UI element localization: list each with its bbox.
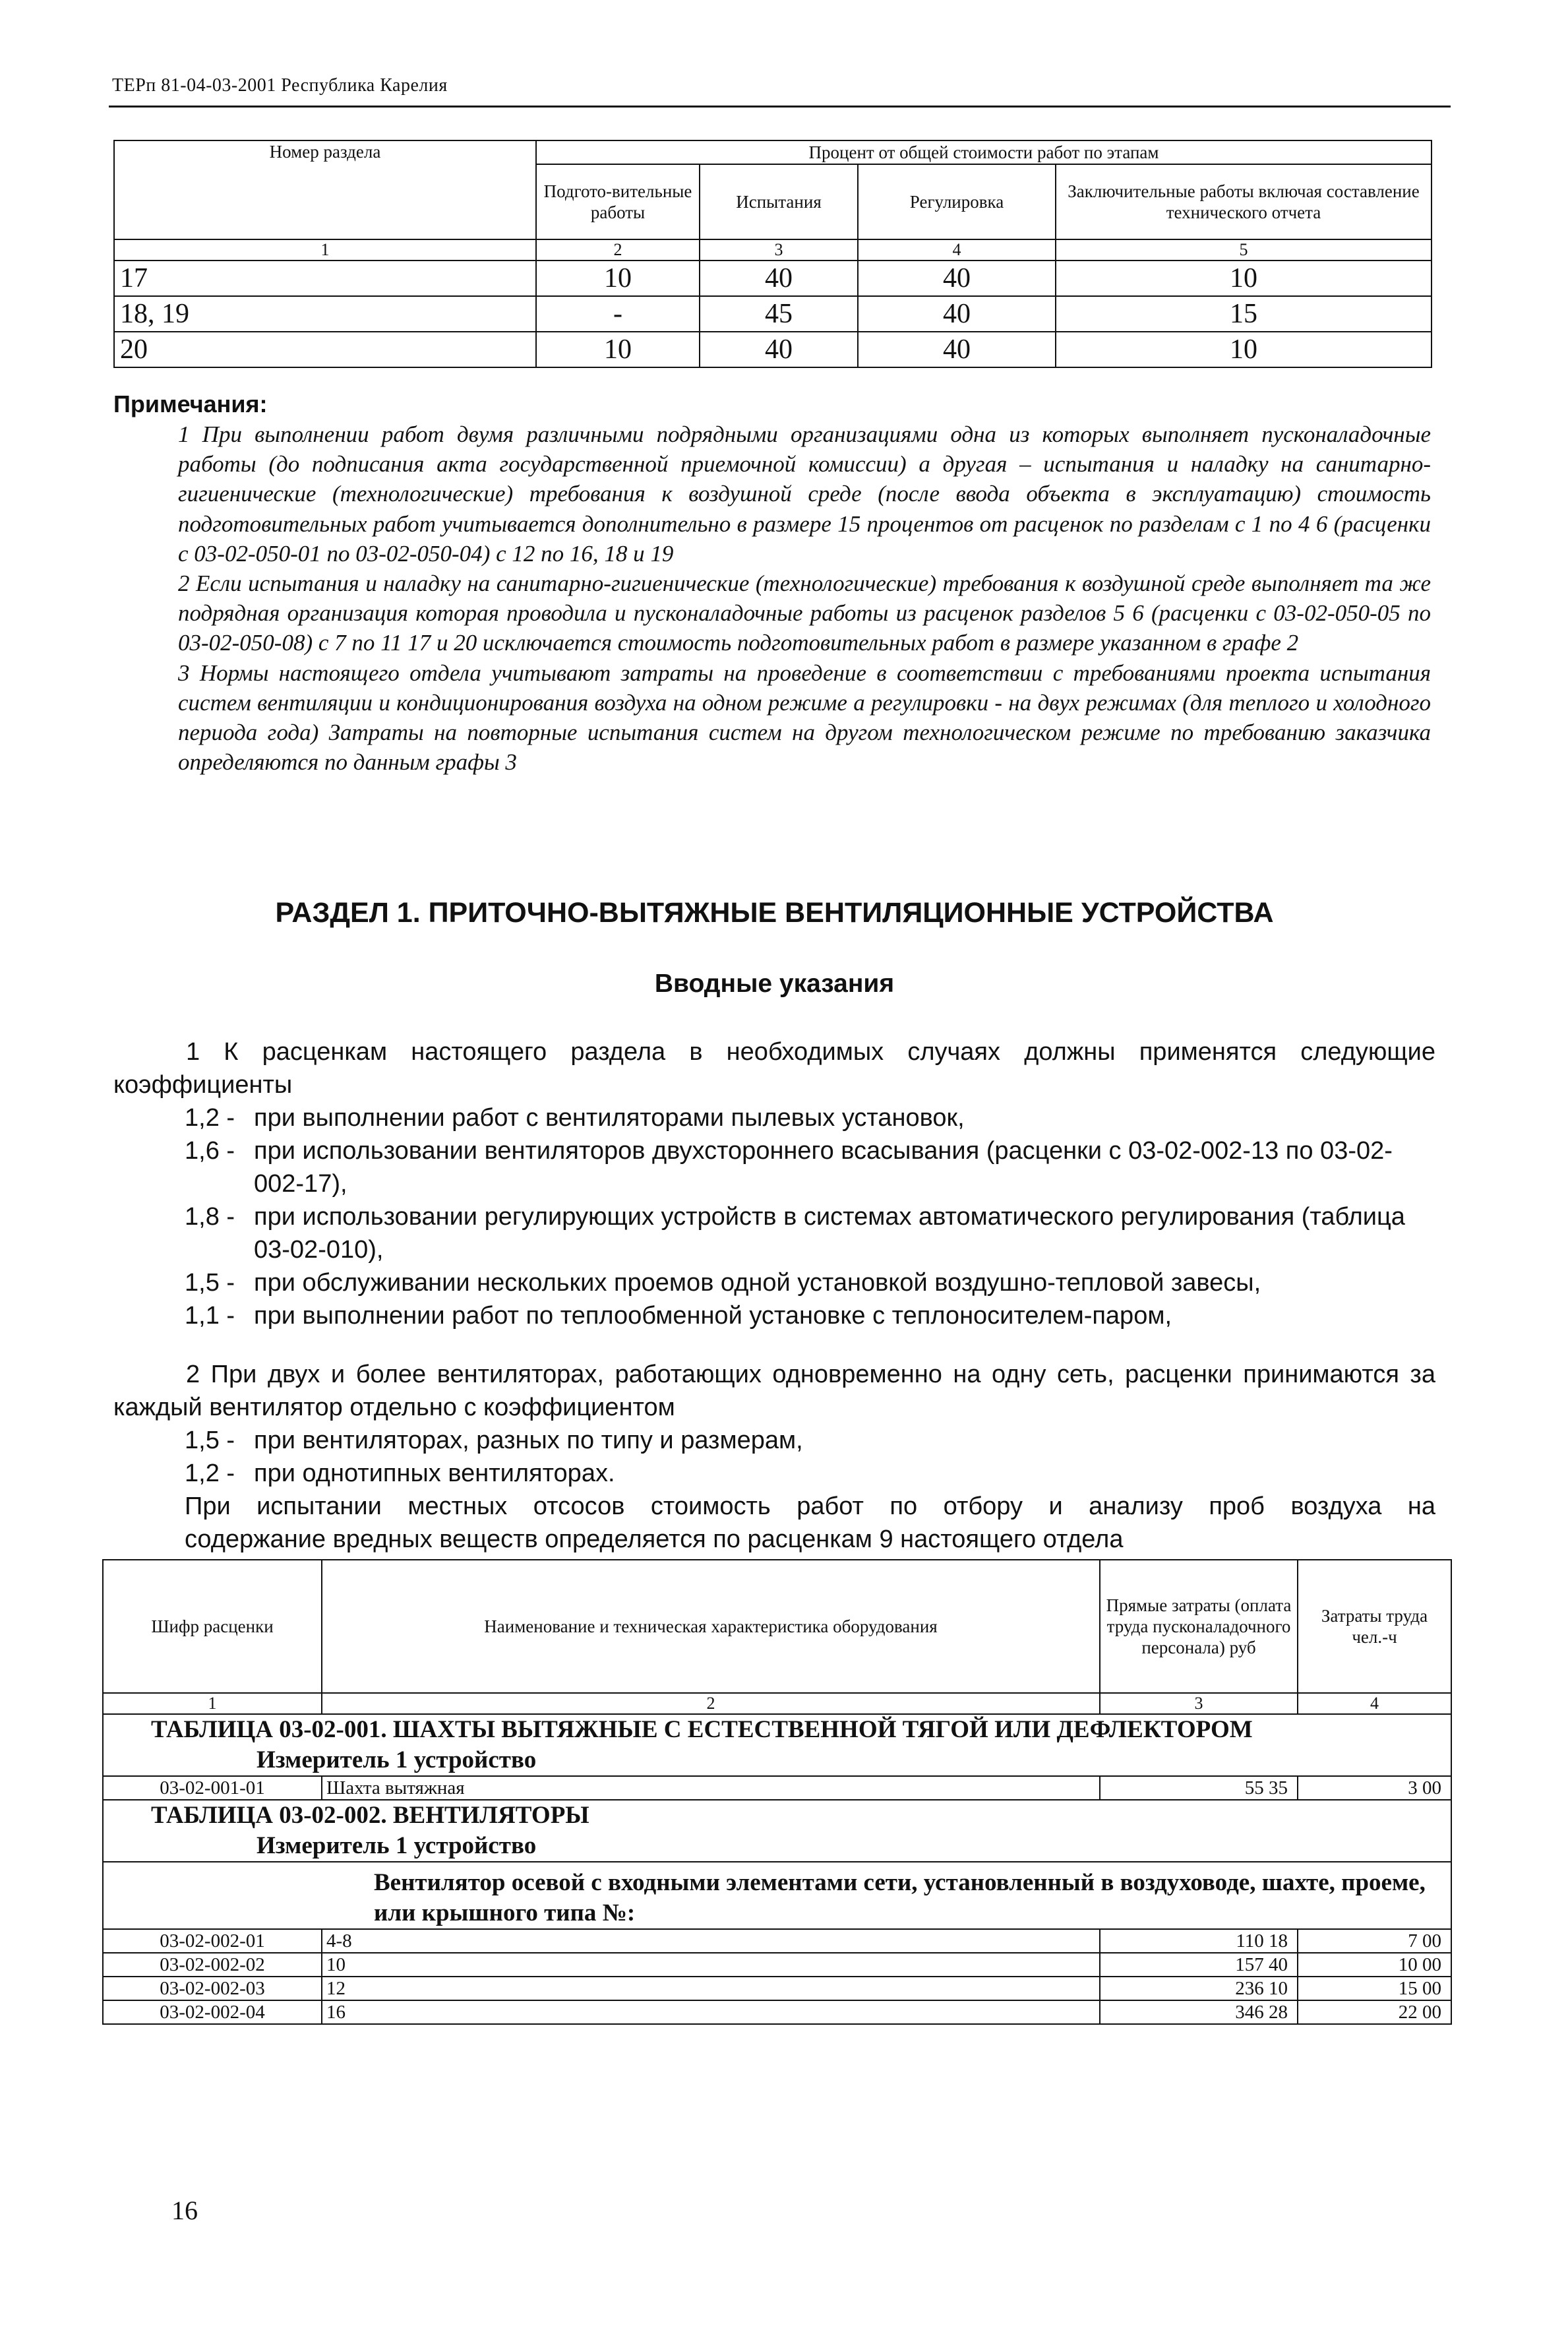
list-item <box>185 1457 1435 1490</box>
tests-cell: 45 <box>700 296 858 332</box>
final-cell: 15 <box>1056 296 1432 332</box>
table-row <box>103 1929 1451 1953</box>
col-number: 3 <box>1100 1693 1298 1714</box>
running-header: ТЕРп 81-04-03-2001 Республика Карелия <box>112 75 448 96</box>
rate-labor: 15 00 <box>1298 1977 1451 2000</box>
col-code-header: Шифр расценки <box>103 1560 322 1693</box>
note-item: 3 Нормы настоящего отдела учитывают затраты на проведение в соответствии с требованиями проекта испытания систем вентиляции и кондиционирования воздуха на одном режиме а регулировки - на двух режимах (для теплого и холодного периода года) Затраты на повторные испытания систем на другом технологическом режиме по требованию заказчика определяются по данным графы 3 <box>178 660 1431 776</box>
section-title: РАЗДЕЛ 1. ПРИТОЧНО-ВЫТЯЖНЫЕ ВЕНТИЛЯЦИОННЫЕ УСТРОЙСТВА <box>275 897 1274 929</box>
table-row <box>103 2000 1451 2024</box>
coefficient-value: 1,8 - <box>185 1203 235 1231</box>
subsection-title: Вводные указания <box>654 969 895 998</box>
intro-paragraph-2: 2 При двух и более вентиляторах, работающих одновременно на одну сеть, расценки принимаются за каждый вентилятор отдельно с коэффициентом <box>113 1361 1435 1421</box>
rate-cost: 55 35 <box>1100 1776 1298 1800</box>
section-cell: 17 <box>114 261 536 296</box>
rate-labor: 3 00 <box>1298 1776 1451 1800</box>
table-title: ТАБЛИЦА 03-02-002. ВЕНТИЛЯТОРЫ <box>151 1802 589 1829</box>
table-title-row <box>103 1800 1451 1862</box>
table-row <box>103 1977 1451 2000</box>
col-number: 2 <box>536 239 700 261</box>
page-number: 16 <box>171 2196 198 2225</box>
rate-name: 16 <box>322 2000 1100 2024</box>
col-prep-header: Подгото-вительные работы <box>536 164 700 239</box>
rate-code: 03-02-001-01 <box>103 1776 322 1800</box>
table-row <box>103 1776 1451 1800</box>
coefficient-text: при обслуживании нескольких проемов одной установкой воздушно-тепловой завесы, <box>254 1269 1261 1297</box>
col-section-header: Номер раздела <box>114 140 536 239</box>
table-title-row <box>103 1714 1451 1776</box>
coefficient-text: при выполнении работ с вентиляторами пылевых установок, <box>254 1104 965 1132</box>
final-cell: 10 <box>1056 261 1432 296</box>
col-number: 4 <box>858 239 1056 261</box>
rates-table-header-row <box>103 1560 1451 1693</box>
table-title-cell <box>103 1714 1451 1776</box>
tests-cell: 40 <box>700 261 858 296</box>
rate-labor: 22 00 <box>1298 2000 1451 2024</box>
rate-name: 10 <box>322 1953 1100 1977</box>
col-direct-header: Прямые затраты (оплата труда пусконаладочного персонала) руб <box>1100 1560 1298 1693</box>
section-cell: 18, 19 <box>114 296 536 332</box>
table-row <box>114 332 1432 367</box>
rate-cost: 110 18 <box>1100 1929 1298 1953</box>
prep-cell: - <box>536 296 700 332</box>
note-item: 2 Если испытания и наладку на санитарно-гигиенические (технологические) требования к воздушной среде выполняет та же подрядная организация которая проводила и пусконаладочные работы из расценок разделов 5 6 (расценки с 03-02-050-05 по 03-02-050-08) с 7 по 11 17 и 20 исключается стоимость подготовительных работ в размере указанном в графе 2 <box>178 570 1431 656</box>
tests-cell: 40 <box>700 332 858 367</box>
percent-table <box>113 140 1432 368</box>
coefficient-list <box>185 1101 1435 1332</box>
intro-paragraph-3-line-2: содержание вредных веществ определяется по расценкам 9 настоящего отдела <box>185 1525 1124 1553</box>
table-measure: Измеритель 1 устройство <box>256 1832 537 1859</box>
list-item <box>185 1299 1435 1332</box>
table-measure: Измеритель 1 устройство <box>256 1746 537 1773</box>
adjust-cell: 40 <box>858 296 1056 332</box>
coefficient-value: 1,2 - <box>185 1460 235 1487</box>
col-name-header: Наименование и техническая характеристика оборудования <box>322 1560 1100 1693</box>
coefficient-value: 1,5 - <box>185 1269 235 1297</box>
col-number: 3 <box>700 239 858 261</box>
notes-title: Примечания: <box>113 390 268 417</box>
rate-code: 03-02-002-03 <box>103 1977 322 2000</box>
adjust-cell: 40 <box>858 332 1056 367</box>
rate-cost: 236 10 <box>1100 1977 1298 2000</box>
rate-cost: 346 28 <box>1100 2000 1298 2024</box>
prep-cell: 10 <box>536 332 700 367</box>
coefficient-text: при использовании вентиляторов двухстороннего всасывания (расценки с 03-02-002-13 по 03-02-002-17), <box>254 1137 1393 1198</box>
col-number: 1 <box>103 1693 322 1714</box>
rates-table-number-row <box>103 1693 1451 1714</box>
percent-table-number-row <box>114 239 1432 261</box>
col-final-header: Заключительные работы включая составление технического отчета <box>1056 164 1432 239</box>
rate-cost: 157 40 <box>1100 1953 1298 1977</box>
col-adjust-header: Регулировка <box>858 164 1056 239</box>
list-item <box>185 1266 1435 1299</box>
section-cell: 20 <box>114 332 536 367</box>
rate-labor: 7 00 <box>1298 1929 1451 1953</box>
table-row <box>114 296 1432 332</box>
rates-table <box>102 1559 1452 2025</box>
list-item <box>185 1101 1435 1134</box>
table-title-cell <box>103 1800 1451 1862</box>
rate-name: 12 <box>322 1977 1100 2000</box>
coefficient-value: 1,5 - <box>185 1427 235 1454</box>
notes-list <box>178 419 1431 777</box>
coefficient-text: при выполнении работ по теплообменной установке с теплоносителем-паром, <box>254 1302 1172 1330</box>
percent-table-header-row <box>114 140 1432 164</box>
rate-name: Шахта вытяжная <box>322 1776 1100 1800</box>
adjust-cell: 40 <box>858 261 1056 296</box>
prep-cell: 10 <box>536 261 700 296</box>
final-cell: 10 <box>1056 332 1432 367</box>
col-number: 4 <box>1298 1693 1451 1714</box>
intro-paragraph-3: При испытании местных отсосов стоимость работ по отбору и анализу проб воздуха на <box>185 1492 1435 1520</box>
list-item <box>185 1134 1435 1200</box>
coefficient-list-2 <box>185 1424 1435 1490</box>
col-percent-group-header: Процент от общей стоимости работ по этапам <box>536 140 1432 164</box>
rate-code: 03-02-002-04 <box>103 2000 322 2024</box>
rate-code: 03-02-002-02 <box>103 1953 322 1977</box>
coefficient-text: при вентиляторах, разных по типу и размерам, <box>254 1427 803 1454</box>
coefficient-text: при использовании регулирующих устройств в системах автоматического регулирования (таблица 03-02-010), <box>254 1203 1405 1264</box>
col-number: 2 <box>322 1693 1100 1714</box>
group-title: Вентилятор осевой с входными элементами сети, установленный в воздуховоде, шахте, проеме, или крышного типа №: <box>103 1862 1451 1929</box>
rate-code: 03-02-002-01 <box>103 1929 322 1953</box>
coefficient-value: 1,6 - <box>185 1137 235 1165</box>
col-tests-header: Испытания <box>700 164 858 239</box>
rate-name: 4-8 <box>322 1929 1100 1953</box>
col-number: 1 <box>114 239 536 261</box>
rate-labor: 10 00 <box>1298 1953 1451 1977</box>
header-rule <box>109 106 1451 108</box>
coefficient-value: 1,1 - <box>185 1302 235 1330</box>
intro-paragraph-1: 1 К расценкам настоящего раздела в необходимых случаях должны применятся следующие коэффициенты <box>113 1038 1435 1099</box>
note-item: 1 При выполнении работ двумя различными подрядными организациями одна из которых выполняет пусконаладочные работы (до подписания акта государственной приемочной комиссии) а другая – испытания и наладку на санитарно-гигиенические (технологические) требования к воздушной среде (после ввода объекта в эксплуатацию) стоимость подготовительных работ учитывается дополнительно в размере 15 процентов от расценок по разделам с 1 по 4 6 (расценки с 03-02-050-01 по 03-02-050-04) с 12 по 16, 18 и 19 <box>178 421 1431 567</box>
table-row <box>103 1953 1451 1977</box>
table-row <box>114 261 1432 296</box>
col-labor-header: Затраты труда чел.-ч <box>1298 1560 1451 1693</box>
group-title-row <box>103 1862 1451 1929</box>
coefficient-text: при однотипных вентиляторах. <box>254 1460 615 1487</box>
col-number: 5 <box>1056 239 1432 261</box>
coefficient-value: 1,2 - <box>185 1104 235 1132</box>
list-item <box>185 1424 1435 1457</box>
list-item <box>185 1200 1435 1266</box>
table-title: ТАБЛИЦА 03-02-001. ШАХТЫ ВЫТЯЖНЫЕ С ЕСТЕСТВЕННОЙ ТЯГОЙ ИЛИ ДЕФЛЕКТОРОМ <box>151 1716 1253 1743</box>
